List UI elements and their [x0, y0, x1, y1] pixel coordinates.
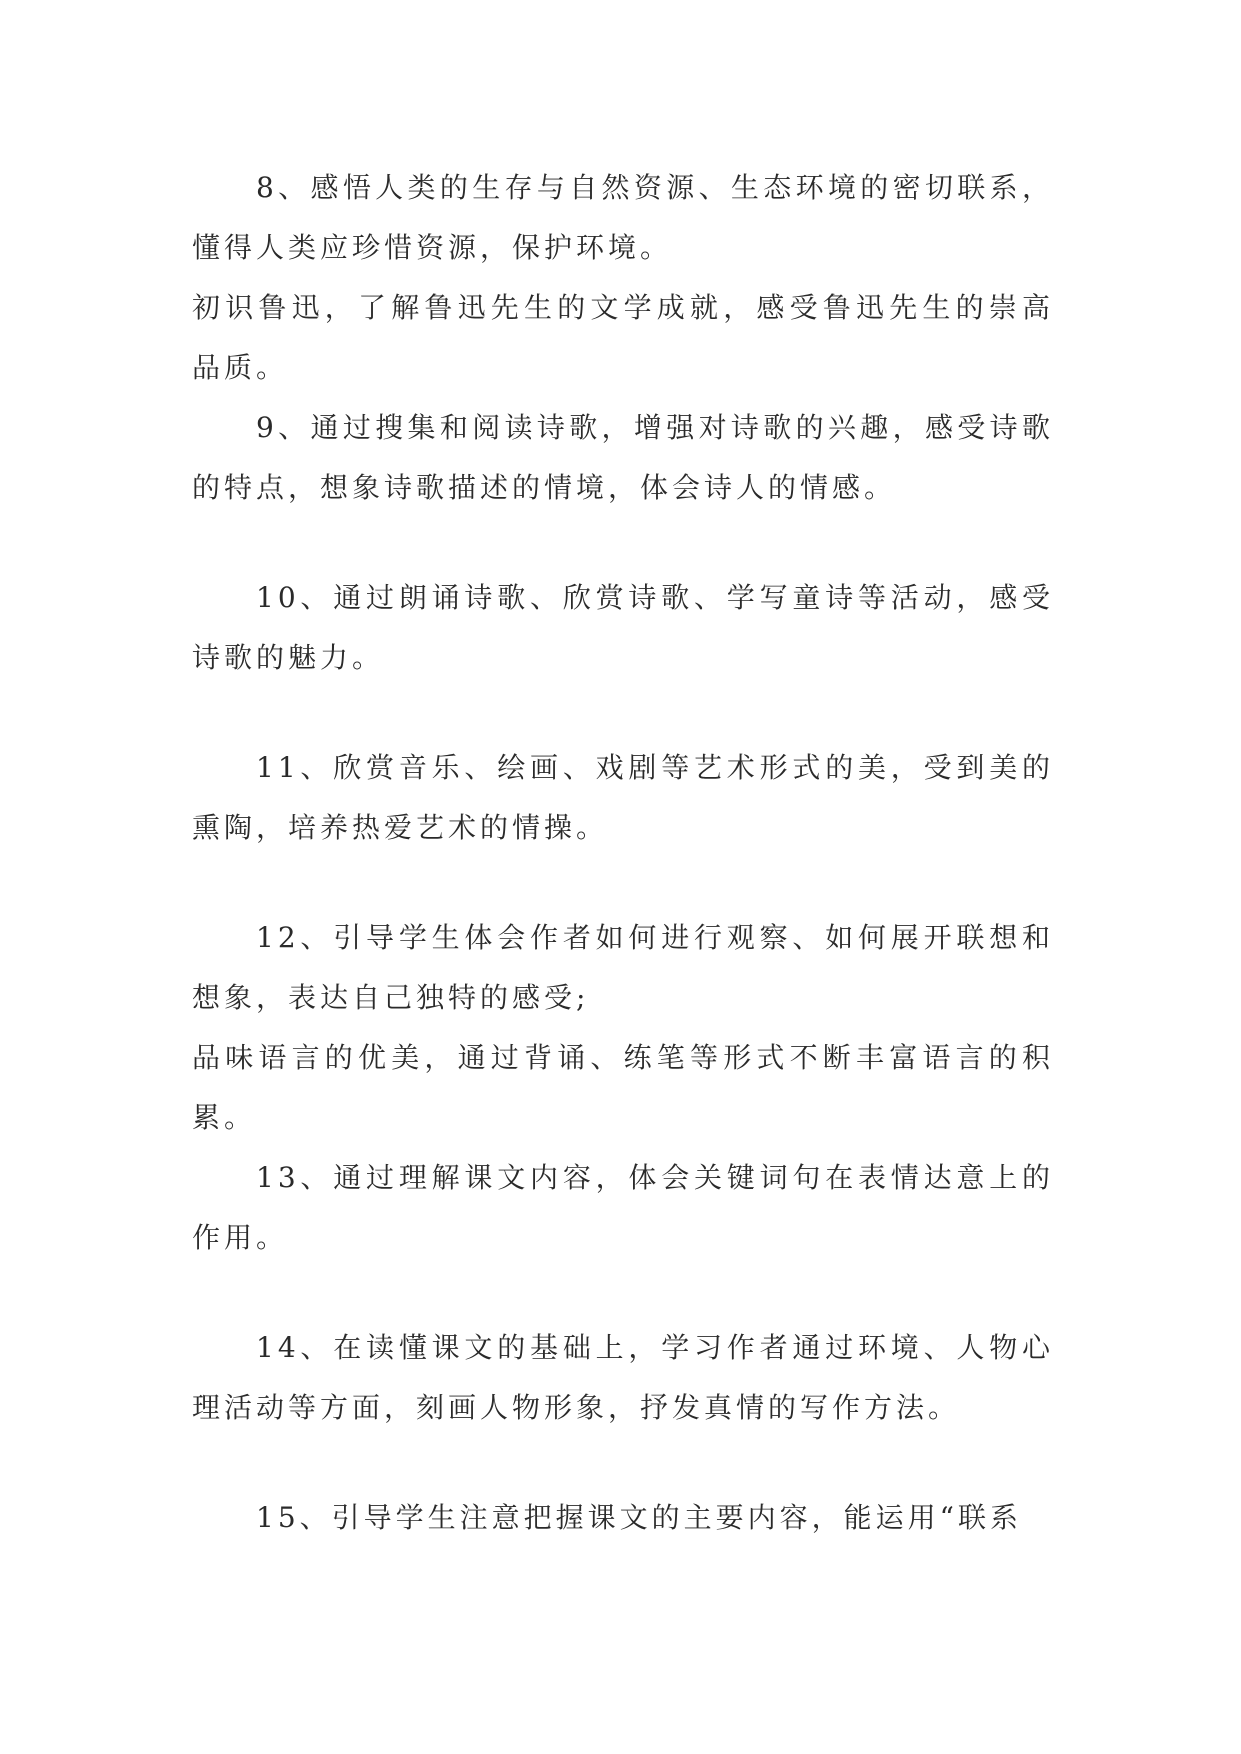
paragraph-language: 品味语言的优美，通过背诵、练笔等形式不断丰富语言的积累。 [192, 1041, 1054, 1134]
paragraph-item-11: 11、欣赏音乐、绘画、戏剧等艺术形式的美，受到美的熏陶，培养热爱艺术的情操。 [192, 751, 1054, 844]
document-body [192, 158, 1054, 1548]
paragraph-item-9: 9、通过搜集和阅读诗歌，增强对诗歌的兴趣，感受诗歌的特点，想象诗歌描述的情境，体会诗人的情感。 [192, 411, 1054, 504]
paragraph-item-15: 15、引导学生注意把握课文的主要内容，能运用“联系 [256, 1501, 1022, 1534]
paragraph-item-8: 8、感悟人类的生存与自然资源、生态环境的密切联系，懂得人类应珍惜资源，保护环境。 [192, 171, 1054, 264]
paragraph-item-13: 13、通过理解课文内容，体会关键词句在表情达意上的作用。 [192, 1161, 1054, 1254]
paragraph-item-10: 10、通过朗诵诗歌、欣赏诗歌、学写童诗等活动，感受诗歌的魅力。 [192, 581, 1054, 674]
paragraph-item-12: 12、引导学生体会作者如何进行观察、如何展开联想和想象，表达自己独特的感受; [192, 921, 1054, 1014]
paragraph-lu-xun: 初识鲁迅，了解鲁迅先生的文学成就，感受鲁迅先生的崇高品质。 [192, 291, 1054, 384]
paragraph-item-14: 14、在读懂课文的基础上，学习作者通过环境、人物心理活动等方面，刻画人物形象，抒发真情的写作方法。 [192, 1331, 1054, 1424]
